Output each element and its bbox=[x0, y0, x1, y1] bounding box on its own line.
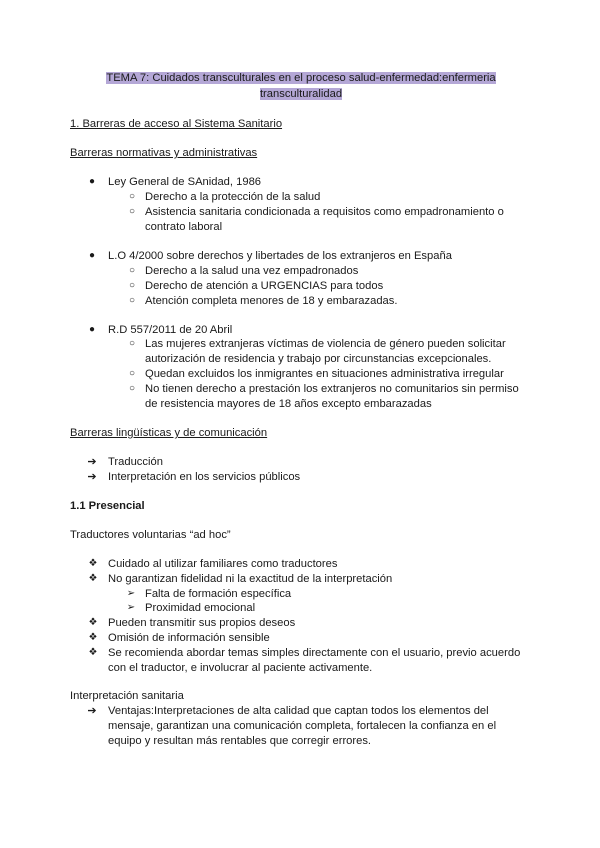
sub-list-item-continuation: autorización de residencia y trabajo por circunstancias excepcionales. bbox=[145, 353, 492, 365]
arrow-right-icon: ➔ bbox=[87, 456, 97, 468]
subsection-heading: Barreras lingüísticas y de comunicación bbox=[70, 427, 268, 439]
sub-list-item: Proximidad emocional bbox=[145, 602, 256, 614]
paragraph-heading: Traductores voluntarias “ad hoc” bbox=[70, 529, 231, 541]
list-item: No garantizan fidelidad ni la exactitud de la interpretación bbox=[108, 573, 393, 585]
list-item-continuation: con el traductor, e involucrar al paciente activamente. bbox=[108, 662, 373, 674]
bullet-circle-icon: ○ bbox=[128, 295, 136, 306]
diamond-bullet-icon: ❖ bbox=[88, 558, 98, 569]
sub-list-item-continuation: de resistencia mayores de 18 años excepto embarazadas bbox=[145, 398, 432, 410]
diamond-bullet-icon: ❖ bbox=[88, 573, 98, 584]
bullet-circle-icon: ○ bbox=[128, 206, 136, 217]
list-item: Se recomienda abordar temas simples directamente con el usuario, previo acuerdo bbox=[108, 647, 521, 659]
bullet-circle-icon: ○ bbox=[128, 265, 136, 276]
list-item: Omisión de información sensible bbox=[108, 632, 270, 644]
document-title-block bbox=[70, 71, 532, 102]
arrowhead-bullet-icon: ➢ bbox=[126, 602, 136, 613]
sub-list-item: Atención completa menores de 18 y embarazadas. bbox=[145, 295, 398, 307]
list-item: Cuidado al utilizar familiares como traductores bbox=[108, 558, 338, 570]
list-item: R.D 557/2011 de 20 Abril bbox=[108, 324, 233, 336]
list-item-continuation: mensaje, garantizan una comunicación completa, fortalecen la confianza en el bbox=[108, 720, 497, 732]
list-item: Interpretación en los servicios públicos bbox=[108, 471, 301, 483]
list-item: L.O 4/2000 sobre derechos y libertades de los extranjeros en España bbox=[108, 250, 452, 262]
diamond-bullet-icon: ❖ bbox=[88, 647, 98, 658]
section-heading-bold: 1.1 Presencial bbox=[70, 500, 145, 512]
bullet-disc-icon: ● bbox=[88, 324, 96, 335]
arrow-right-icon: ➔ bbox=[87, 471, 97, 483]
diamond-bullet-icon: ❖ bbox=[88, 617, 98, 628]
bullet-disc-icon: ● bbox=[88, 250, 96, 261]
subsection-heading: Barreras normativas y administrativas bbox=[70, 147, 258, 159]
bullet-circle-icon: ○ bbox=[128, 383, 136, 394]
paragraph-heading: Interpretación sanitaria bbox=[70, 690, 184, 702]
sub-list-item: Derecho de atención a URGENCIAS para todos bbox=[145, 280, 384, 292]
list-item: Ventajas:Interpretaciones de alta calidad que captan todos los elementos del bbox=[108, 705, 489, 717]
sub-list-item: Derecho a la salud una vez empadronados bbox=[145, 265, 359, 277]
bullet-circle-icon: ○ bbox=[128, 338, 136, 349]
sub-list-item-continuation: contrato laboral bbox=[145, 221, 223, 233]
sub-list-item: Las mujeres extranjeras víctimas de violencia de género pueden solicitar bbox=[145, 338, 506, 350]
bullet-circle-icon: ○ bbox=[128, 280, 136, 291]
list-item: Traducción bbox=[108, 456, 163, 468]
arrowhead-bullet-icon: ➢ bbox=[126, 588, 136, 599]
section-heading: 1. Barreras de acceso al Sistema Sanitario bbox=[70, 118, 283, 130]
document-title: TEMA 7: Cuidados transculturales en el proceso salud-enfermedad:enfermeria transculturalidad bbox=[106, 72, 496, 100]
bullet-circle-icon: ○ bbox=[128, 191, 136, 202]
diamond-bullet-icon: ❖ bbox=[88, 632, 98, 643]
bullet-disc-icon: ● bbox=[88, 176, 96, 187]
list-item: Pueden transmitir sus propios deseos bbox=[108, 617, 296, 629]
sub-list-item: Falta de formación específica bbox=[145, 588, 292, 600]
list-item: Ley General de SAnidad, 1986 bbox=[108, 176, 262, 188]
sub-list-item: Derecho a la protección de la salud bbox=[145, 191, 321, 203]
sub-list-item: Quedan excluidos los inmigrantes en situaciones administrativa irregular bbox=[145, 368, 504, 380]
bullet-circle-icon: ○ bbox=[128, 368, 136, 379]
sub-list-item: Asistencia sanitaria condicionada a requisitos como empadronamiento o bbox=[145, 206, 504, 218]
arrow-right-icon: ➔ bbox=[87, 705, 97, 717]
list-item-continuation: equipo y resultan más rentables que corregir errores. bbox=[108, 735, 372, 747]
sub-list-item: No tienen derecho a prestación los extranjeros no comunitarios sin permiso bbox=[145, 383, 519, 395]
